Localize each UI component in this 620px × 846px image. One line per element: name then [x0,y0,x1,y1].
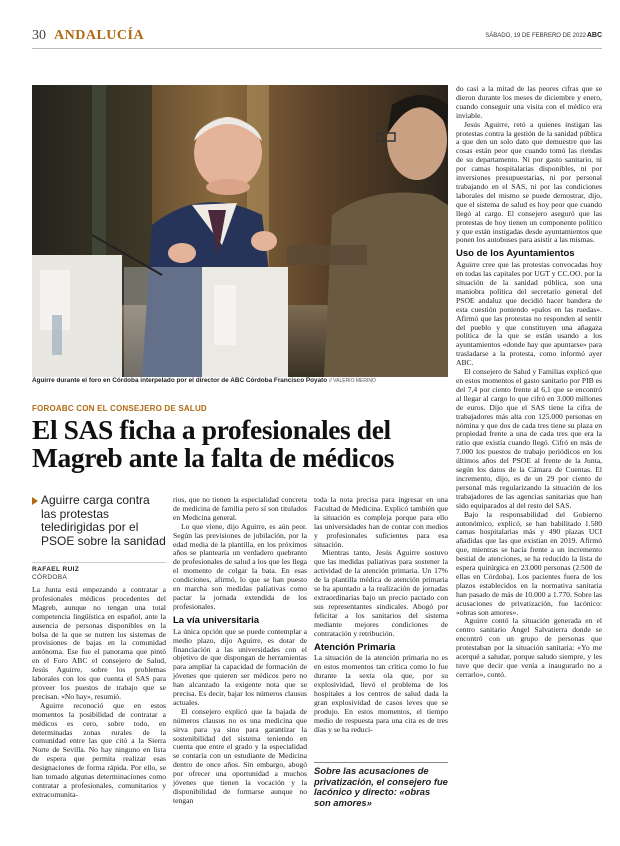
paragraph: El consejero de Salud y Familias explicó que en estos momentos el gasto sanitario por PIB es del 7,4 por ciento frente al 6,1 que se encontró al llegar al cargo lo que cifró en 3.000 millones de euros. Dijo que el SAS tiene la cifra de trabajadores más alta con 125.000 personas en nómina y que dos de cada tres tiene su plaza en propiedad frente a una de cada tres que era la ratio que existía cuando llegó. Cifró en más de 7.000 los puestos de trabajo periódicos en los últimos años del PSOE al frente de la Junta, según los datos de la Cámara de Cuentas. El incremento, dijo, es de un 29 por ciento de personal más regularizando la situación de los trabajadores de las agencias sanitarias que han sido equiparados al del resto del SAS. [456,367,602,510]
author-name: RAFAEL RUIZ [32,566,80,573]
paragraph: Aguirre reconoció que en estos momentos la posibilidad de contratar a médicos es cero, sobre todo, en determinadas zonas rurales de la comunidad entre las que citó a la Sierra Norte de Sevilla. No hay ninguno en lista de espera que permita realizar esas designaciones de forma rápida. Por ello, se han tomado algunas determinaciones como contratar a profesionales, comunitarios y extracomunita- [32,700,166,799]
photo-credit: // VALERIO MERINO [328,378,376,384]
brand-name: ABC [586,32,602,39]
section-heading: La vía universitaria [173,614,260,626]
paragraph: La situación de la atención primaria no es en estos momentos tan crítica como lo fue durante la sexta ola que, por su explosividad, llevó el problema de los hospitales a los centros de salud dada la gran explosividad de casos leves que se produjo. En estos momentos, el tiempo medio de respuesta para una cita es de tres días y se ha reduci- [314,653,448,734]
subheadline-text: Aguirre carga contra las protestas teledirigidas por el PSOE sobre la sanidad [41,493,166,548]
article-column-1 [32,586,166,800]
pull-quote: Sobre las acusaciones de privatización, el consejero fue lacónico y directo: «obras son amores» [314,765,448,808]
paragraph: Bajo la responsabilidad del Gobierno autonómico, explicó, se han habilitado 1.580 camas hospitalarias más y 490 plazas UCI añadidas que las que existían en 2019. Afirmó que, mientras se hacía frente a un incremento bestial de atenciones, se ha reducido la lista de espera quirúrgica en 23.000 personas (2.500 de ellas en Córdoba). Los pacientes fuera de los plazos establecidos en la normativa sanitaria han pasado de más de 10.000 a 1.770. Sobre las acusaciones de privatización, fue lacónico: «obras son amores». [456,509,602,617]
paragraph: La única opción que se puede contemplar a medio plazo, dijo Aguirre, es dotar de financiación a las universidades con el objetivo de que dispongan de herramientas para ampliar la capacidad de formación de jóvenes que quieren ser médicos pero no han alcanzado la exigente nota que se precisa. Es decir, bajar los números clausus actuales. [173,626,307,707]
section-heading: Atención Primaria [314,641,396,653]
paragraph: Mientras tanto, Jesús Aguirre sostuvo que las medidas paliativas para sostener la actividad de la atención primaria. Un 17% de la plantilla médica de atención primaria se ha apuntado a la realización de jornadas extraordinarias bajo un precio pactado con sus representantes sindicales. Abogó por felicitar a los sanitarios del sistema mediante mejores condiciones de contratación y retribución. [314,548,448,638]
header-divider [32,48,602,49]
paragraph: do casi a la mitad de las peores cifras que se dieron durante los meses de diciembre y enero, cuando conseguir una visita con el médico era inviable. [456,84,602,120]
paragraph: La Junta está empezando a contratar a profesionales médicos procedentes del Magreb, aunque no tengan una total competencia lingüística en español, ante la ausencia de personas disponibles en la bolsa de la que se nutren los sistemas de provisiones de bajas en la comunidad autónoma. Ese fue el panorama que pintó en el Foro ABC el consejero de Salud, Jesús Aguirre, sobre los problemas laborales con los que cuenta el SAS para proveer los puestos de trabajo que se precisan. «No hay», resumió. [32,585,166,701]
section-title: ANDALUCÍA [54,28,145,43]
article-column-2 [173,496,307,806]
article-subheadline [32,494,166,548]
pullquote-divider [314,762,448,763]
paragraph: El consejero explicó que la bajada de números clausus no es una medicina que sirva para ya sino para garantizar la sostenibilidad del sistema teniendo en cuenta que entre el grado y la especialidad se contaría con un estudiante de Medicina dentro de once años. Sin embargo, abogó por ofrecer una oportunidad a muchos jóvenes que tienen la vocación y la disponibilidad de formarse aunque no tengan [173,706,307,805]
photo-illustration [32,85,448,377]
article-photo [32,85,448,377]
bullet-arrow-icon [32,497,38,505]
page-header [32,28,602,46]
byline-divider [32,562,166,563]
article-kicker: FOROABC CON EL CONSEJERO DE SALUD [32,404,207,413]
article-column-3 [314,496,448,735]
photo-caption [32,377,448,385]
paragraph: Aguirre contó la situación generada en el centro sanitario Ángel Salvatierra donde se encontró con un grupo de personas que protestaban por la situación sanitaria: «Yo me acerqué a saludar, porque saludo siempre, y les tuve que decir que venía a inaugurarlo no a cerrarlo», contó. [456,616,602,679]
paragraph: rios, que no tienen la especialidad concreta de medicina de familia pero sí son titulados en Medicina general. [173,495,307,522]
dateline-place: CÓRDOBA [32,574,67,581]
paragraph: toda la nota precisa para ingresar en una Facultad de Medicina. Explicó también que la situación es compleja porque para ello las universidades han de contar con medios y profesionales suficientes para esa situación. [314,495,448,549]
article-headline: El SAS ficha a profesionales del Magreb ante la falta de médicos [32,414,395,473]
paragraph: Lo que viene, dijo Aguirre, es aún peor. Según las previsiones de jubilación, por la edad media de la plantilla, en los próximos años se plantearía un verdadero quebranto de profesionales de salud a los que les llega el momento de colgar la bata. En esas condiciones, afirmó, lo que se han puesto en marcha son medidas paliativas como pactar la jornada extendida de los profesionales. [173,521,307,611]
page-number: 30 [32,28,46,43]
article-column-4 [456,85,602,680]
issue-date: SÁBADO, 19 DE FEBRERO DE 2022 [485,33,586,39]
paragraph: Aguirre cree que las protestas convocadas hoy en todas las capitales por UGT y CC.OO. por la situación de la sanidad pública, son una maniobra política del secretario general del PSOE andaluz que decidió hacer bandera de esta cuestión poniendo «palos en las ruedas». Afirmó que las protestas no responden al sentir del pueblo y que constituyen una añagaza política de la que se están usando a los ayuntamientos «donde hay que apuntarse» para trasladarse a la protesta, como informó ayer ABC. [456,260,602,368]
caption-text: Aguirre durante el foro en Córdoba interpelado por el director de ABC Córdoba Francisco Poyato [32,377,328,384]
section-heading: Uso de los Ayuntamientos [456,248,575,260]
paragraph: Jesús Aguirre, retó a quienes instigan las protestas contra la gestión de la sanidad pública a que den un solo dato que demuestre que las cosas están peor que cuando tomó las riendas de su departamento. Ni por gasto sanitario, ni por camas hospitalarias disponibles, ni por inversiones presupuestarias, ni por personal trabajando en el SAS, ni por las condiciones laborales del mismo se puede demostrar, dijo, que el sistema de salud es hoy peor que cuando llegó al cargo. El consejero aseguró que las protestas de hoy tienen un componente político y que están instigadas desde ayuntamientos que ponen los autobuses para asistir a las mismas. [456,119,602,245]
